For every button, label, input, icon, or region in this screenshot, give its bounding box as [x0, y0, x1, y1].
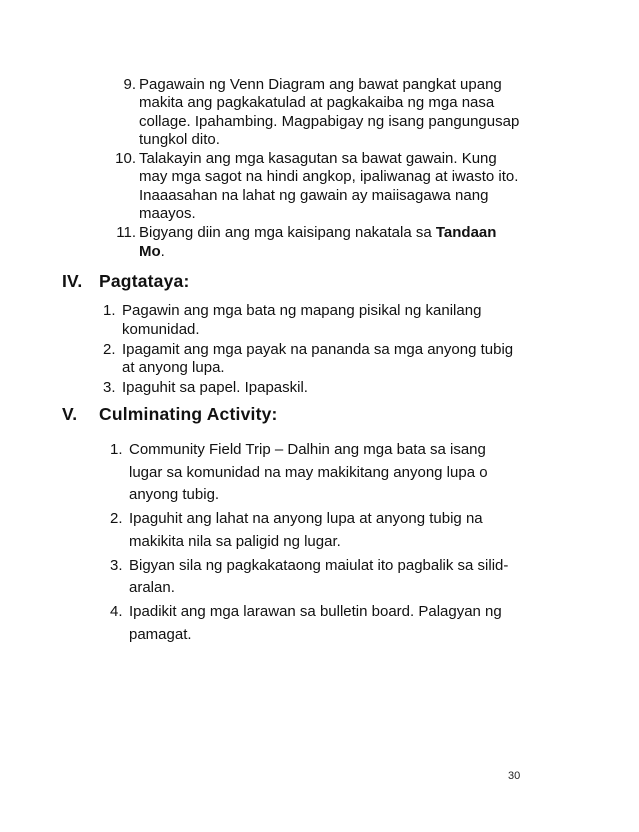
list-item [100, 224, 520, 261]
list-item-number: 3. [103, 379, 116, 396]
section-heading-pagtataya [62, 271, 190, 292]
list-item-text: Pagawin ang mga bata ng mapang pisikal ng kanilang komunidad. [122, 302, 482, 338]
list-item-text [139, 224, 496, 259]
list-item [110, 601, 520, 646]
list-item [110, 555, 520, 600]
tandaan-mo-emphasis: Tandaan Mo [139, 224, 497, 260]
section-heading-culminating-activity [62, 404, 278, 425]
pagtataya-list [103, 302, 523, 398]
list-item-number: 2. [103, 340, 116, 358]
list-item-text-part: Bigyang diin ang mga kaisipang nakatala sa [139, 224, 436, 242]
list-item-number: 1. [110, 441, 123, 458]
list-item [100, 76, 520, 149]
list-item-text: Bigyan sila ng pagkakataong maiulat ito pagbalik sa silid-aralan. [129, 556, 509, 596]
list-item [110, 439, 520, 507]
list-item-text: Ipaguhit sa papel. Ipapaskil. [122, 379, 308, 396]
list-item-number: 3. [110, 556, 123, 574]
list-item-number: 10. [115, 150, 136, 168]
list-item [103, 379, 523, 398]
procedure-list-continued [100, 76, 520, 261]
list-item [103, 341, 523, 378]
list-item-number: 4. [110, 603, 123, 620]
list-item-number: 9. [123, 76, 136, 93]
list-item-text: Ipaguhit ang lahat na anyong lupa at anyong tubig na makikita nila sa paligid ng lugar. [129, 510, 483, 550]
list-item [110, 508, 520, 553]
list-item-number: 11. [116, 224, 136, 242]
section-roman-numeral: V. [62, 404, 78, 424]
list-item-text: Talakayin ang mga kasagutan sa bawat gawain. Kung may mga sagot na hindi angkop, ipaliwanag at iwasto ito. Inaaasahan na lahat ng gawain ay maiisagawa nang maayos. [139, 150, 519, 223]
list-item [100, 150, 520, 223]
section-roman-numeral: IV. [62, 271, 83, 291]
list-item-text: Community Field Trip – Dalhin ang mga bata sa isang lugar sa komunidad na may makikitang anyong lupa o anyong tubig. [129, 441, 488, 503]
list-item-text: Ipadikit ang mga larawan sa bulletin board. Palagyan ng pamagat. [129, 603, 502, 643]
list-item-number: 2. [110, 510, 123, 527]
list-item-text: Ipagamit ang mga payak na pananda sa mga anyong tubig at anyong lupa. [122, 340, 514, 376]
page-number: 30 [508, 770, 521, 782]
list-item-number: 1. [103, 302, 116, 319]
list-item-text-part: . [160, 242, 165, 260]
list-item-text: Pagawain ng Venn Diagram ang bawat pangkat upang makita ang pagkakatulad at pagkakaiba ng mga nasa collage. Ipahambing. Magpabigay ng isang pangungusap tungkol dito. [139, 76, 520, 148]
list-item [103, 302, 523, 339]
culminating-activity-list [110, 439, 520, 646]
section-title: Pagtataya: [99, 271, 190, 291]
section-title: Culminating Activity: [99, 404, 278, 424]
